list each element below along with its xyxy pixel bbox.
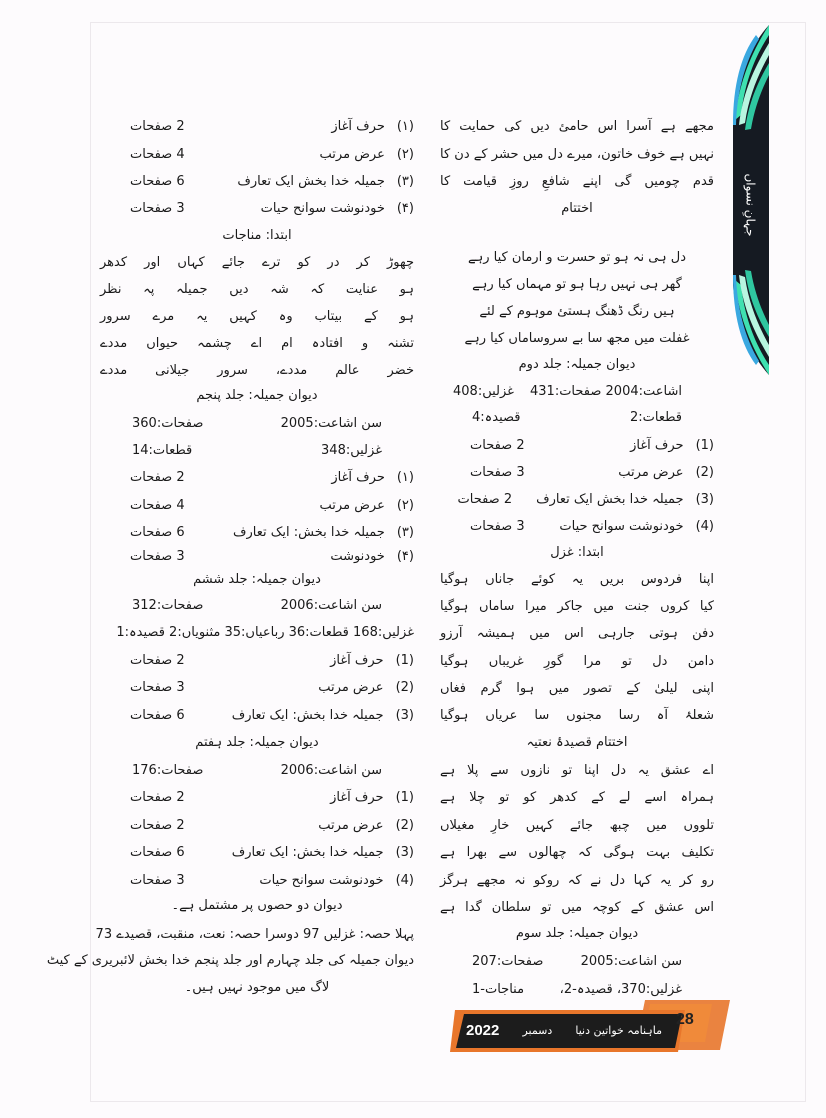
item-number: (۳)	[396, 174, 414, 189]
item-number: (3)	[695, 492, 714, 507]
item-label: خودنوشت سوانح حیات	[259, 873, 384, 888]
item-label: عرض مرتب	[318, 818, 384, 833]
list-item	[92, 171, 422, 193]
info-secondary: غزلیں:408	[453, 384, 514, 399]
item-number: (4)	[695, 519, 714, 534]
list-item	[92, 787, 422, 809]
item-label: حرف آغاز	[330, 653, 384, 668]
section-heading: دیوان جمیلہ: جلد ششم	[193, 572, 321, 587]
item-label: عرض مرتب	[618, 465, 684, 480]
section-heading: اختتام قصیدۂ نعتیہ	[526, 735, 628, 750]
list-item	[92, 815, 422, 837]
item-label: جمیلہ خدا بخش: ایک تعارف	[233, 525, 385, 540]
list-item	[432, 435, 722, 457]
item-pages: 3 صفحات	[130, 680, 185, 695]
item-label: جمیلہ خدا بخش: ایک تعارف	[231, 845, 384, 860]
info-secondary: صفحات:312	[132, 598, 204, 613]
list-item	[92, 198, 422, 220]
item-number: (۱)	[396, 470, 414, 485]
section-heading: ابتدا: غزل	[550, 545, 604, 560]
info-primary: غزلیں:348	[321, 443, 382, 458]
info-secondary: صفحات:207	[472, 954, 544, 969]
verse-line: تکلیف بہت ہوگی کہ چھالوں سے بھرا ہے	[440, 845, 714, 860]
item-number: (2)	[695, 465, 714, 480]
list-item	[432, 516, 722, 538]
item-label: جمیلہ خدا بخش ایک تعارف	[237, 174, 385, 189]
section-heading: اختتام	[561, 201, 593, 216]
info-primary: سن اشاعت:2006	[280, 763, 382, 778]
section-tab-label	[736, 160, 766, 250]
info-row	[432, 979, 722, 1001]
section-heading: دیوان جمیلہ: جلد دوم	[518, 357, 636, 372]
info-row	[432, 381, 722, 403]
section-heading: لاگ میں موجود نہیں ہیں۔	[184, 980, 330, 995]
item-number: (2)	[395, 818, 414, 833]
magazine-title: ماہنامہ خواتین دنیا	[575, 1023, 662, 1037]
item-number: (3)	[395, 708, 414, 723]
item-number: (2)	[395, 680, 414, 695]
list-item	[92, 677, 422, 699]
list-item	[92, 842, 422, 864]
item-label: عرض مرتب	[319, 498, 385, 513]
item-number: (4)	[395, 873, 414, 888]
list-item	[92, 705, 422, 727]
verse-line: گھر ہی نہیں رہا ہو تو مہماں کیا رہے	[472, 277, 682, 292]
list-item	[92, 650, 422, 672]
list-item	[432, 489, 722, 511]
verse-line: دل ہی نہ ہو تو حسرت و ارمان کیا رہے	[467, 250, 687, 265]
item-pages: 2 صفحات	[130, 470, 185, 485]
info-primary: اشاعت:2004 صفحات:431	[529, 384, 682, 399]
verse-line: مجھے ہے آسرا اس حامئ دیں کی حمایت کا	[440, 119, 714, 134]
info-row	[92, 413, 422, 435]
info-primary: سن اشاعت:2005	[580, 954, 682, 969]
verse-line: قدم چومیں گی اپنے شافعِ روزِ قیامت کا	[440, 174, 714, 189]
item-pages: 6 صفحات	[130, 525, 185, 540]
info-secondary: قصیدہ:4	[472, 410, 521, 425]
item-pages: 3 صفحات	[470, 465, 525, 480]
text-line: دیوان جمیلہ کی جلد چہارم اور جلد پنجم خدا بخش لائبریری کے کیٹ	[46, 953, 414, 968]
item-number: (1)	[395, 790, 414, 805]
item-pages: 2 صفحات	[130, 653, 185, 668]
item-number: (1)	[395, 653, 414, 668]
footer-text	[466, 1017, 662, 1043]
item-pages: 3 صفحات	[130, 549, 185, 564]
issue-month: دسمبر	[522, 1023, 553, 1037]
verse-line: دامن دل تو مرا گورِ غریباں ہوگیا	[440, 654, 714, 669]
info-secondary: صفحات:176	[132, 763, 204, 778]
issue-year: 2022	[466, 1021, 500, 1039]
item-pages: 2 صفحات	[457, 492, 513, 507]
item-pages: 6 صفحات	[130, 174, 185, 189]
list-item	[92, 144, 422, 166]
verse-line: اس عشق کے کوچہ میں تو سلطان گدا ہے	[440, 900, 714, 915]
list-item	[92, 546, 422, 568]
item-label: حرف آغاز	[331, 119, 385, 134]
page-number: 28	[676, 1011, 694, 1028]
verse-line: شعلۂ آہ رسا مجنوں سا عریاں ہوگیا	[440, 708, 714, 723]
item-label: خودنوشت سوانح حیات	[559, 519, 684, 534]
list-item	[92, 870, 422, 892]
item-label: خودنوشت	[330, 549, 385, 564]
verse-line: اپنا فردوس بریں یہ کوئے جاناں ہوگیا	[440, 572, 714, 587]
verse-line: اے عشق یہ دل اپنا تو نازوں سے پلا ہے	[440, 763, 714, 778]
item-label: جمیلہ خدا بخش: ایک تعارف	[231, 708, 384, 723]
verse-line: اپنی لیلیٰ کے تصور میں ہوا گرم فغاں	[440, 681, 714, 696]
text-line: پہلا حصہ: غزلیں 97 دوسرا حصہ: نعت، منقبت، قصیدے 73	[95, 927, 414, 942]
item-pages: 2 صفحات	[130, 818, 185, 833]
item-number: (1)	[695, 438, 714, 453]
item-pages: 4 صفحات	[130, 147, 185, 162]
verse-line: دفن ہوتی جارہی اس میں ہمیشہ آرزو	[440, 626, 714, 641]
info-row	[432, 951, 722, 973]
item-pages: 2 صفحات	[130, 119, 185, 134]
info-primary: غزلیں:370، قصیدہ-2،	[559, 982, 682, 997]
section-heading: دیوان جمیلہ: جلد ہفتم	[195, 735, 319, 750]
item-label: حرف آغاز	[331, 470, 385, 485]
verse-line: تشنہ و افتادہ ام اے چشمہ حیواں مددے	[100, 336, 414, 351]
info-secondary: صفحات:360	[132, 416, 204, 431]
text-line: غزلیں:168 قطعات:36 رباعیاں:35 مثنویاں:2 قصیدہ:1	[116, 625, 414, 640]
verse-line: ہمراہ اسے لے کے کدھر کو تو چلا ہے	[440, 790, 714, 805]
info-row	[92, 595, 422, 617]
item-label: حرف آغاز	[630, 438, 684, 453]
list-item	[92, 467, 422, 489]
item-number: (۲)	[396, 147, 414, 162]
section-heading: دیوان دو حصوں پر مشتمل ہے۔	[171, 898, 343, 913]
verse-line: ہو کے بیتاب وہ کہیں یہ مرے سرور	[100, 309, 414, 324]
item-number: (۴)	[396, 549, 414, 564]
info-row	[92, 760, 422, 782]
info-primary: سن اشاعت:2006	[280, 598, 382, 613]
item-pages: 4 صفحات	[130, 498, 185, 513]
list-item	[92, 522, 422, 544]
item-pages: 3 صفحات	[130, 873, 185, 888]
section-tab-text: جہانِ نسواں	[744, 173, 758, 237]
item-number: (۴)	[396, 201, 414, 216]
item-pages: 3 صفحات	[130, 201, 185, 216]
verse-line: تلووں میں چبھ جائے کہیں خارِ مغیلاں	[440, 818, 714, 833]
info-row	[432, 407, 722, 429]
item-label: خودنوشت سوانح حیات	[260, 201, 385, 216]
item-pages: 6 صفحات	[130, 708, 185, 723]
verse-line: رو کر یہ کہا دل نے کہ روکو نہ مجھے ہرگز	[440, 873, 714, 888]
item-number: (3)	[395, 845, 414, 860]
list-item	[92, 116, 422, 138]
verse-line: ہیں رنگ ڈھنگ ہستئ موہوم کے لئے	[479, 304, 675, 319]
item-pages: 2 صفحات	[130, 790, 185, 805]
item-pages: 6 صفحات	[130, 845, 185, 860]
item-label: جمیلہ خدا بخش ایک تعارف	[536, 492, 684, 507]
section-heading: دیوان جمیلہ: جلد سوم	[515, 926, 639, 941]
verse-line: چھوڑ کر در کو ترے جائے کہاں اور کدھر	[100, 255, 414, 270]
info-row	[92, 440, 422, 462]
verse-line: ہو عنایت کہ شہ دیں جمیلہ پہ نظر	[100, 282, 414, 297]
verse-line: کیا کروں جنت میں جاکر میرا ساماں ہوگیا	[440, 599, 714, 614]
info-primary: سن اشاعت:2005	[280, 416, 382, 431]
item-label: عرض مرتب	[318, 680, 384, 695]
verse-line: غفلت میں مجھ سا بے سروساماں کیا رہے	[464, 331, 690, 346]
verse-line: نہیں ہے خوف خاتون، میرے دل میں حشر کے دن کا	[440, 147, 714, 162]
item-number: (۱)	[396, 119, 414, 134]
section-heading: دیوان جمیلہ: جلد پنجم	[196, 388, 318, 403]
item-pages: 3 صفحات	[470, 519, 525, 534]
section-heading: ابتدا: مناجات	[222, 228, 292, 243]
list-item	[432, 462, 722, 484]
verse-line: خضر عالم مددے، سرور جیلانی مددے	[100, 363, 414, 378]
info-secondary: قطعات:14	[132, 443, 193, 458]
item-number: (۳)	[396, 525, 414, 540]
info-secondary: مناجات-1	[472, 982, 525, 997]
item-pages: 2 صفحات	[470, 438, 525, 453]
item-label: عرض مرتب	[319, 147, 385, 162]
item-number: (۲)	[396, 498, 414, 513]
info-primary: قطعات:2	[629, 410, 682, 425]
item-label: حرف آغاز	[330, 790, 384, 805]
list-item	[92, 495, 422, 517]
